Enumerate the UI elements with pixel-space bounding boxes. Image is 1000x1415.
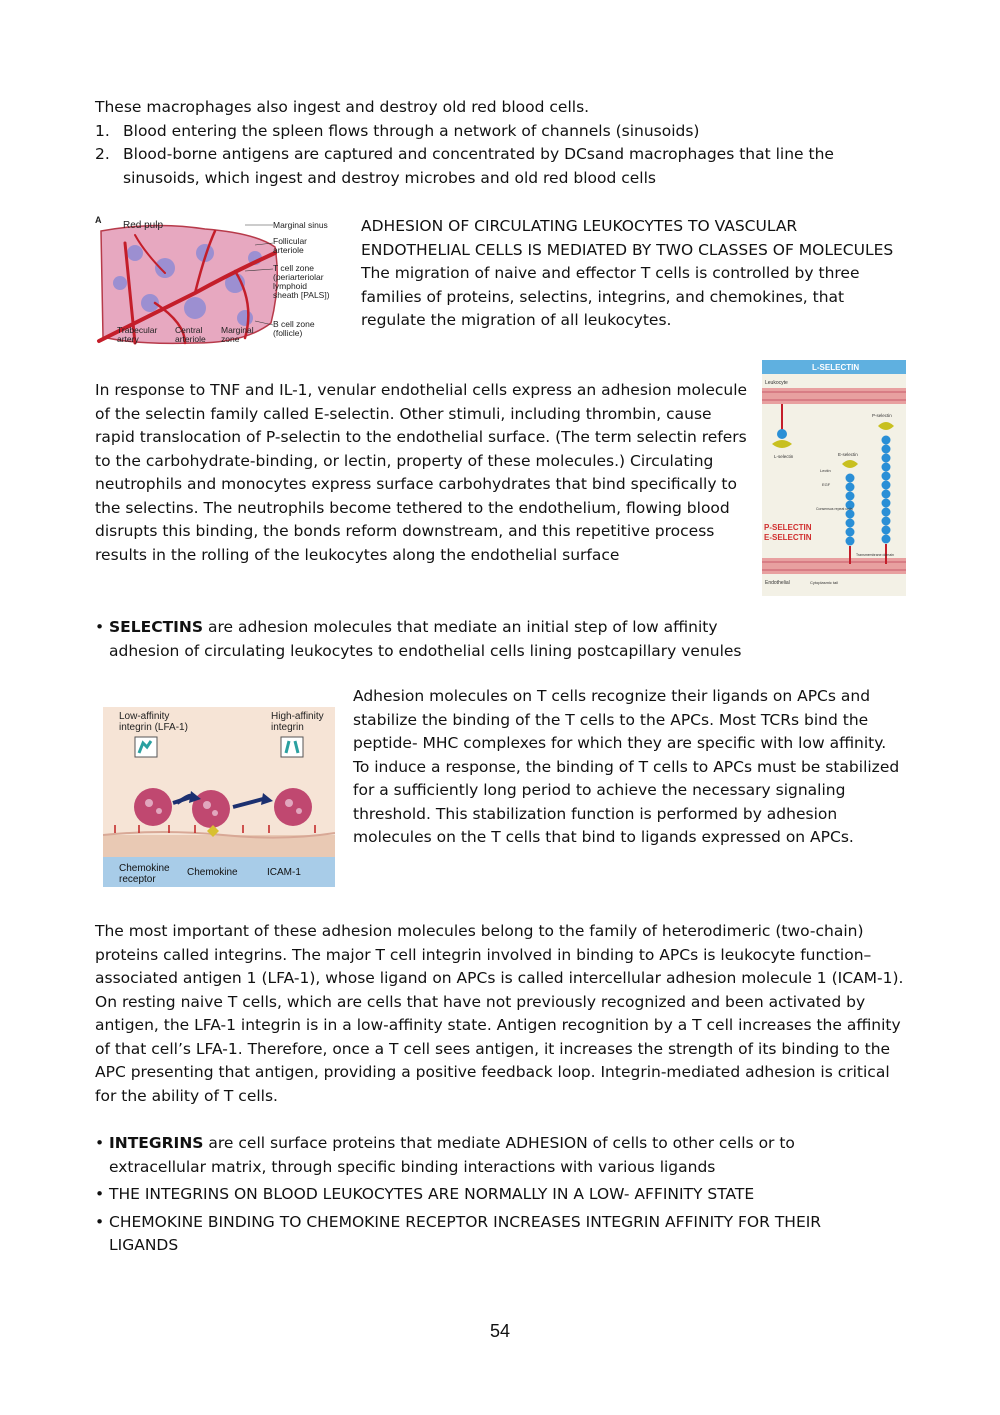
list-text: Blood entering the spleen flows through a network of channels (sinusoids) xyxy=(123,121,700,140)
section-heading: ADHESION OF CIRCULATING LEUKOCYTES TO VASCULAR ENDOTHELIAL CELLS IS MEDIATED BY TWO CLASSES OF MOLECULES xyxy=(361,217,894,259)
paragraph-text: The most important of these adhesion molecules belong to the family of heterodimeric (two-chain) proteins called integrins. The major T cell integrin involved in binding to APCs is leukocyte function–associated antigen 1 (LFA-1), whose ligand on APCs is called intercellular adhesion molecule 1 (ICAM-1). On resting naive T cells, which are cells that have not previously recognized and been activated by antigen, the LFA-1 integrin is in a low-affinity state. Antigen recognition by a T cell increases the affinity of that cell’s LFA-1. Therefore, once a T cell sees antigen, it increases the strength of its binding to the APC presenting that antigen, providing a positive feedback loop. Integrin-mediated adhesion is critical for the ability of T cells. xyxy=(95,922,904,1105)
label-consensus: Consensus repeat units xyxy=(816,507,853,511)
bullet-text: CHEMOKINE BINDING TO CHEMOKINE RECEPTOR INCREASES INTEGRIN AFFINITY FOR THEIR LIGANDS xyxy=(109,1212,822,1254)
list-item xyxy=(95,120,895,144)
page-number: 54 xyxy=(489,1321,511,1341)
section-text: The migration of naive and effector T cells is controlled by three families of proteins, selectins, integrins, and chemokines, that regulate the migration of all leukocytes. xyxy=(361,264,860,329)
selectins-bullet xyxy=(95,616,775,667)
bullet-dot: • xyxy=(95,618,105,636)
label-lectin: Lectin xyxy=(820,468,831,473)
list-text: Blood-borne antigens are captured and concentrated by DCsand macrophages that line the sinusoids, which ingest and destroy microbes and old red blood cells xyxy=(123,145,834,187)
label-b-cell-zone: B cell zone (follicle) xyxy=(273,319,315,338)
bullet-dot: • xyxy=(95,1212,105,1231)
integrin-paragraph xyxy=(95,920,907,1108)
label-chemokine: Chemokine xyxy=(187,867,238,878)
label-marginal-zone: Marginal zone xyxy=(221,325,254,344)
selectin-paragraph xyxy=(95,379,755,567)
bullet-text: are cell surface proteins that mediate ADHESION of cells to other cells or to extracellular matrix, through specific binding interactions with various ligands xyxy=(109,1134,795,1176)
label-icam: ICAM-1 xyxy=(267,867,301,878)
label-follicular-arteriole: Follicular arteriole xyxy=(273,236,308,255)
tcell-paragraph xyxy=(353,685,903,850)
list-item xyxy=(95,1183,895,1207)
label-t-cell-zone: T cell zone (periarteriolar lymphoid sheath [PALS]) xyxy=(273,263,330,300)
bullet-text: are adhesion molecules that mediate an initial step of low affinity adhesion of circulating leukocytes to endothelial cells lining postcapillary venules xyxy=(109,618,742,660)
fig-subtitle-e: E-SELECTIN xyxy=(764,533,812,542)
label-e-selectin: E-selectin xyxy=(838,452,858,457)
steps-list xyxy=(95,120,895,191)
list-number: 2. xyxy=(95,145,110,163)
label-cytoplasmic: Cytoplasmic tail xyxy=(810,580,839,585)
label-egf: EGF xyxy=(822,482,831,487)
label-leukocyte: Leukocyte xyxy=(765,380,788,386)
selectin-figure xyxy=(762,360,906,596)
intro-section xyxy=(95,96,895,190)
list-item xyxy=(95,1211,895,1258)
label-l-selectin: L-selectin xyxy=(774,454,794,459)
list-number: 1. xyxy=(95,121,110,140)
list-item xyxy=(95,143,895,190)
label-red-pulp: Red pulp xyxy=(123,220,164,231)
integrin-bullets xyxy=(95,1132,895,1262)
intro-line: These macrophages also ingest and destroy old red blood cells. xyxy=(95,98,590,116)
fig-subtitle-p: P-SELECTIN xyxy=(764,523,812,532)
spleen-figure xyxy=(95,213,347,353)
label-central-arteriole: Central arteriole xyxy=(175,325,206,344)
adhesion-section xyxy=(361,215,906,333)
bullet-dot: • xyxy=(95,1185,105,1203)
label-low-affinity: Low-affinity integrin (LFA-1) xyxy=(119,711,188,733)
fig-title: L-SELECTIN xyxy=(812,363,860,372)
bullet-text: THE INTEGRINS ON BLOOD LEUKOCYTES ARE NORMALLY IN A LOW- AFFINITY STATE xyxy=(109,1185,755,1203)
label-transmembrane: Transmembrane domain xyxy=(856,553,894,557)
label-marginal-sinus: Marginal sinus xyxy=(273,220,328,230)
label-endothelial: Endothelial xyxy=(765,580,790,586)
panel-letter: A xyxy=(95,215,102,225)
bullet-term: SELECTINS xyxy=(109,618,204,636)
list-item xyxy=(95,1132,895,1179)
bullet-dot: • xyxy=(95,1134,105,1152)
label-p-selectin: P-selectin xyxy=(872,413,892,418)
label-high-affinity: High-affinity integrin xyxy=(271,711,324,733)
label-chemokine-receptor: Chemokine receptor xyxy=(119,863,170,885)
label-trabecular-artery: Trabecular artery xyxy=(117,325,158,344)
list-item xyxy=(95,616,775,663)
paragraph-text: Adhesion molecules on T cells recognize their ligands on APCs and stabilize the binding of the T cells to the APCs. Most TCRs bind the peptide- MHC complexes for which they are specific with low affinity. To induce a response, the binding of T cells to APCs must be stabilized for a sufficiently long period to achieve the necessary signaling threshold. This stabilization function is performed by adhesion molecules on the T cells that bind to ligands expressed on APCs. xyxy=(353,687,900,846)
bullet-term: INTEGRINS xyxy=(109,1134,204,1152)
integrin-figure xyxy=(103,707,335,887)
paragraph-text: In response to TNF and IL-1, venular endothelial cells express an adhesion molecule of the selectin family called E-selectin. Other stimuli, including thrombin, cause rapid translocation of P-selectin to the endothelial surface. (The term selectin refers to the carbohydrate-binding, or lectin, property of these molecules.) Circulating neutrophils and monocytes express surface carbohydrates that bind specifically to the selectins. The neutrophils become tethered to the endothelium, flowing blood disrupts this binding, the bonds reform downstream, and this repetitive process results in the rolling of the leukocytes along the endothelial surface xyxy=(95,381,748,564)
